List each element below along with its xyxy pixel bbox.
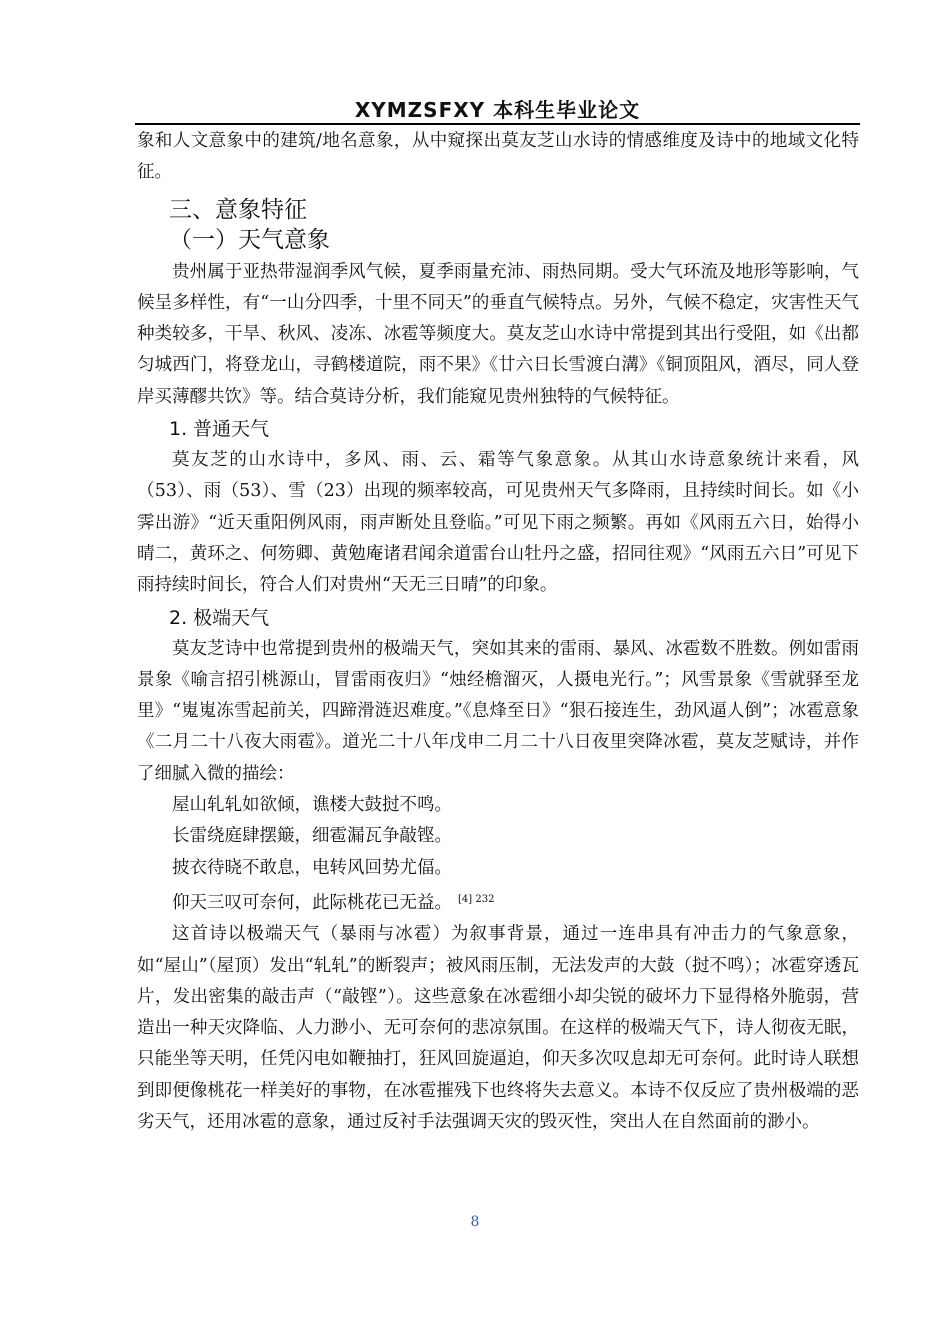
extreme-weather-paragraph: 莫友芝诗中也常提到贵州的极端天气，突如其来的雷雨、暴风、冰雹数不胜数。例如雷雨景象《喻言招引桃源山，冒雷雨夜归》“烛经檐溜灭，人摄电光行。”；风雪景象《雪就驿至龙里》“嵬嵬冻雪起前关，四蹄滑涟迟难度。”《息烽至日》“狠石接连生，劲风逼人倒”；冰雹意象《二月二十八夜大雨雹》。道光二十八年戊申二月二十八日夜里突降冰雹，莫友芝赋诗，并作了细腻入微的描绘： — [137, 638, 859, 784]
running-header: XYMZSFXY 本科生毕业论文 — [354, 98, 641, 122]
normal-weather-paragraph: 莫友芝的山水诗中，多风、雨、云、霜等气象意象。从其山水诗意象统计来看，风（53）、雨（53）、雪（23）出现的频率较高，可见贵州天气多降雨，且持续时间长。如《小霁出游》“近天重阳例风雨，雨声断处且登临。”可见下雨之频繁。再如《风雨五六日，始得小晴二，黄环之、何笏卿、黄勉庵诸君闻余道雷台山牡丹之盛，招同往观》“风雨五六日”可见下雨持续时间长，符合人们对贵州“天无三日晴”的印象。 — [137, 450, 859, 596]
poem-line-1: 屋山轧轧如欲倾，谯楼大鼓挝不鸣。 — [172, 795, 452, 816]
intro-continuation-paragraph: 象和人文意象中的建筑/地名意象，从中窥探出莫友芝山水诗的情感维度及诗中的地域文化特征。 — [137, 131, 859, 183]
page-number: 8 — [470, 1214, 480, 1230]
poem-line-4-text: 仰天三叹可奈何，此际桃花已无益。 — [172, 892, 452, 913]
weather-intro-paragraph: 贵州属于亚热带湿润季风气候，夏季雨量充沛、雨热同期。受大气环流及地形等影响，气候呈多样性，有“一山分四季，十里不同天”的垂直气候特点。另外，气候不稳定，灾害性天气种类较多，干旱、秋风、凌冻、冰雹等频度大。莫友芝山水诗中常提到其出行受阻，如《出都匀城西门，将登龙山，寻鹤楼道院，雨不果》《廿六日长雪渡白溝》《铜顶阻风，酒尽，同人登岸买薄醪共饮》等。结合莫诗分析，我们能窥见贵州独特的气候特征。 — [137, 261, 859, 407]
item-heading-normal-weather: 1. 普通天气 — [169, 418, 270, 441]
page-body — [137, 126, 859, 1138]
section-heading: 三、意象特征 — [169, 196, 307, 223]
poem-line-4 — [172, 884, 859, 919]
analysis-paragraph: 这首诗以极端天气（暴雨与冰雹）为叙事背景，通过一连串具有冲击力的气象意象，如“屋山”（屋顶）发出“轧轧”的断裂声；被风雨压制，无法发声的大鼓（挝不鸣）；冰雹穿透瓦片，发出密集的敲击声（“敲铿”）。这些意象在冰雹细小却尖锐的破坏力下显得格外脆弱，营造出一种天灾降临、人力渺小、无可奈何的悲凉氛围。在这样的极端天气下，诗人彻夜无眠，只能坐等天明，任凭闪电如鞭抽打，狂风回旋逼迫，仰天多次叹息却无可奈何。此时诗人联想到即便像桃花一样美好的事物，在冰雹摧残下也终将失去意义。本诗不仅反应了贵州极端的恶劣天气，还用冰雹的意象，通过反衬手法强调天灾的毁灭性，突出人在自然面前的渺小。 — [137, 924, 859, 1133]
poem-line-2: 长雷绕庭肆摆簸，细雹漏瓦争敲铿。 — [172, 826, 452, 847]
citation-superscript: [4] 232 — [458, 893, 495, 905]
subsection-heading: （一）天气意象 — [169, 226, 330, 253]
item-heading-extreme-weather: 2. 极端天气 — [169, 606, 270, 629]
header-rule — [135, 123, 860, 125]
poem-line-3: 披衣待晓不敢息，电转风回势尤偪。 — [172, 857, 452, 878]
